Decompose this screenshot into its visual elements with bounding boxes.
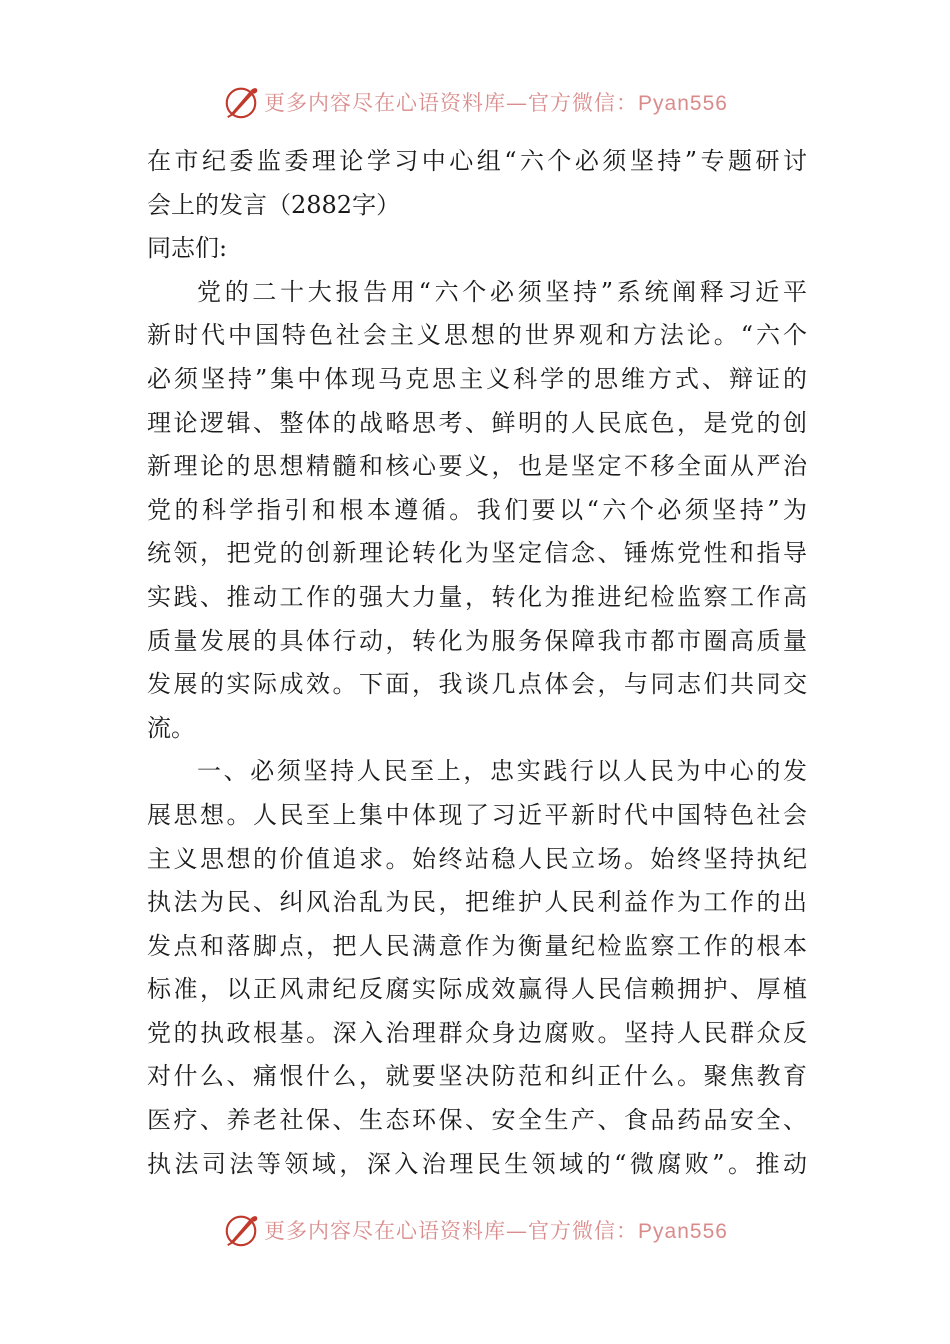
wechat-id: Pyan556 xyxy=(638,1220,728,1243)
paragraph-line: 质量发展的具体行动，转化为服务保障我市都市圈高质量 xyxy=(147,626,807,655)
paragraph-line: 党的执政根基。深入治理群众身边腐败。坚持人民群众反 xyxy=(147,1018,807,1047)
quill-pen-logo-icon xyxy=(222,83,260,121)
paragraph-line: 一、必须坚持人民至上，忠实践行以人民为中心的发 xyxy=(197,757,807,786)
paragraph-line: 实践、推动工作的强大力量，转化为推进纪检监察工作高 xyxy=(147,582,807,611)
paragraph-line: 党的二十大报告用“六个必须坚持”系统阐释习近平 xyxy=(197,277,807,306)
paragraph-line: 新理论的思想精髓和核心要义，也是坚定不移全面从严治 xyxy=(147,452,807,481)
paragraph-line: 统领，把党的创新理论转化为坚定信念、锤炼党性和指导 xyxy=(147,539,807,568)
wechat-id: Pyan556 xyxy=(638,92,728,115)
paragraph-line: 医疗、养老社保、生态环保、安全生产、食品药品安全、 xyxy=(147,1106,807,1135)
paragraph-line: 对什么、痛恨什么，就要坚决防范和纠正什么。聚焦教育 xyxy=(147,1062,807,1091)
paragraph-line: 展思想。人民至上集中体现了习近平新时代中国特色社会 xyxy=(147,800,807,829)
paragraph-line: 党的科学指引和根本遵循。我们要以“六个必须坚持”为 xyxy=(147,495,807,524)
paragraph-line: 标准，以正风肃纪反腐实际成效赢得人民信赖拥护、厚植 xyxy=(147,975,807,1004)
footer-watermark-banner xyxy=(0,1208,950,1252)
header-watermark-banner xyxy=(0,80,950,124)
paragraph-line: 主义思想的价值追求。始终站稳人民立场。始终坚持执纪 xyxy=(147,844,807,873)
quill-pen-logo-icon xyxy=(222,1211,260,1249)
document-body xyxy=(147,140,807,1186)
banner-text: 更多内容尽在心语资料库—官方微信：Pyan556 xyxy=(264,91,728,115)
paragraph-line: 必须坚持”集中体现马克思主义科学的思维方式、辩证的 xyxy=(147,364,807,393)
paragraph-line: 执法为民、纠风治乱为民，把维护人民利益作为工作的出 xyxy=(147,888,807,917)
paragraph-line: 新时代中国特色社会主义思想的世界观和方法论。“六个 xyxy=(147,321,807,350)
paragraph-line: 理论逻辑、整体的战略思考、鲜明的人民底色，是党的创 xyxy=(147,408,807,437)
paragraph-line: 执法司法等领域，深入治理民生领域的“微腐败”。推动 xyxy=(147,1149,807,1178)
title-line: 在市纪委监委理论学习中心组“六个必须坚持”专题研讨 xyxy=(147,147,807,175)
title-line: 会上的发言（2882字） xyxy=(147,190,401,219)
paragraph-line: 发点和落脚点，把人民满意作为衡量纪检监察工作的根本 xyxy=(147,931,807,960)
banner-text: 更多内容尽在心语资料库—官方微信：Pyan556 xyxy=(264,1219,728,1243)
paragraph-line: 流。 xyxy=(147,713,195,742)
paragraph-line: 发展的实际成效。下面，我谈几点体会，与同志们共同交 xyxy=(147,670,807,699)
salutation: 同志们: xyxy=(147,234,228,263)
